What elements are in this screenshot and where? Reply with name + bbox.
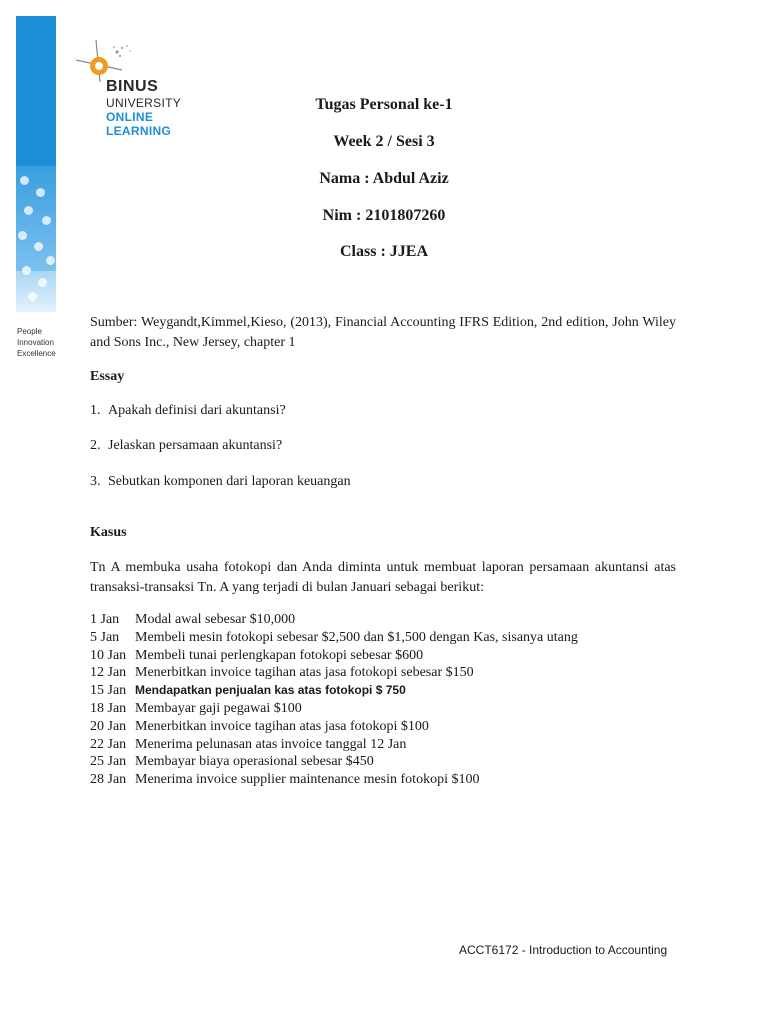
transaction-row: 22 Jan Menerima pelunasan atas invoice tanggal 12 Jan bbox=[90, 736, 407, 752]
essay-question: 2. Jelaskan persamaan akuntansi? bbox=[90, 438, 283, 453]
kasus-intro: Tn A membuka usaha fotokopi dan Anda diminta untuk membuat laporan persamaan akuntansi atas transaksi-transaksi Tn. A yang terjadi di bulan Januari sebagai berikut: bbox=[90, 560, 676, 595]
logo-line-university: UNIVERSITY bbox=[106, 96, 182, 110]
week-session: Week 2 / Sesi 3 bbox=[333, 133, 435, 150]
assignment-title: Tugas Personal ke-1 bbox=[315, 96, 453, 113]
decorative-side-strip bbox=[16, 16, 56, 312]
essay-question: 1. Apakah definisi dari akuntansi? bbox=[90, 403, 286, 418]
course-footer: ACCT6172 - Introduction to Accounting bbox=[459, 943, 668, 957]
transaction-row: 18 Jan Membayar gaji pegawai $100 bbox=[90, 700, 302, 716]
transaction-row: 20 Jan Menerbitkan invoice tagihan atas jasa fotokopi $100 bbox=[90, 718, 429, 734]
transaction-row: 10 Jan Membeli tunai perlengkapan fotokopi sebesar $600 bbox=[90, 647, 424, 663]
logo-line-online: ONLINE bbox=[106, 110, 154, 124]
source-reference: Sumber: Weygandt,Kimmel,Kieso, (2013), Financial Accounting IFRS Edition, 2nd edition, John Wiley and Sons Inc., New Jersey, chapter 1 bbox=[90, 315, 676, 350]
essay-question: 3. Sebutkan komponen dari laporan keuangan bbox=[90, 474, 351, 489]
transaction-row: 15 Jan Mendapatkan penjualan kas atas fotokopi $ 750 bbox=[90, 683, 406, 699]
transaction-row: 12 Jan Menerbitkan invoice tagihan atas jasa fotokopi sebesar $150 bbox=[90, 665, 474, 681]
transaction-list bbox=[90, 611, 690, 789]
tagline: People Innovation Excellence bbox=[17, 327, 56, 358]
student-name: Nama : Abdul Aziz bbox=[319, 170, 449, 187]
kasus-heading: Kasus bbox=[90, 525, 127, 540]
binus-logo bbox=[72, 38, 192, 142]
transaction-row: 25 Jan Membayar biaya operasional sebesar $450 bbox=[90, 754, 374, 770]
essay-heading: Essay bbox=[90, 369, 125, 384]
student-nim: Nim : 2101807260 bbox=[322, 207, 446, 224]
transaction-row: 5 Jan Membeli mesin fotokopi sebesar $2,500 dan $1,500 dengan Kas, sisanya utang bbox=[90, 629, 578, 645]
transaction-row: 1 Jan Modal awal sebesar $10,000 bbox=[90, 612, 296, 627]
logo-line-learning: LEARNING bbox=[106, 124, 172, 138]
student-class: Class : JJEA bbox=[339, 243, 428, 260]
transaction-row: 28 Jan Menerima invoice supplier maintenance mesin fotokopi $100 bbox=[90, 772, 480, 788]
logo-line-binus: BINUS bbox=[106, 78, 159, 95]
